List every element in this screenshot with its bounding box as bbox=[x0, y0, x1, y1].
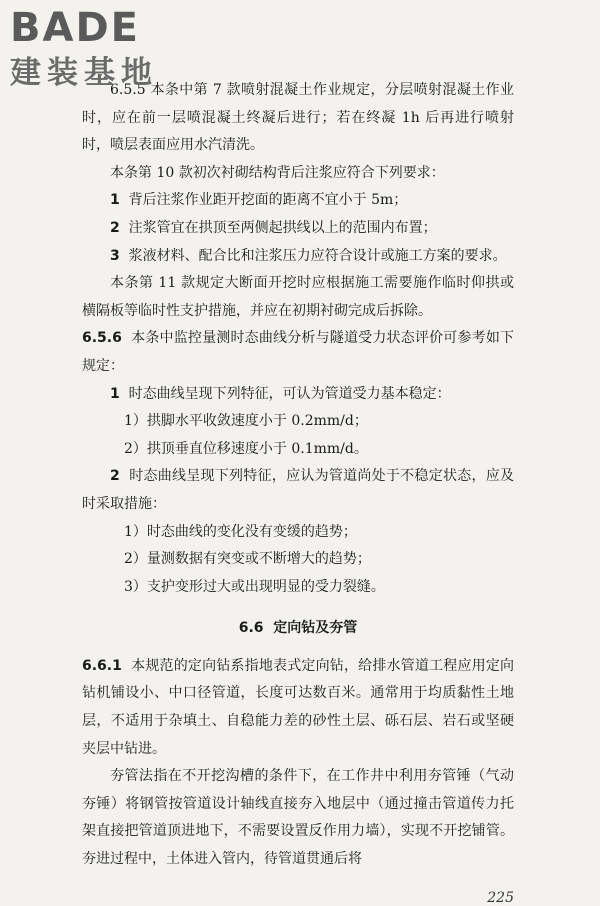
clause-number: 6.6.1 bbox=[82, 657, 122, 674]
item-text: 背后注浆作业距开挖面的距离不宜小于 5m； bbox=[128, 192, 408, 209]
logo-text-cn: 建装基地 bbox=[10, 55, 158, 91]
list-item bbox=[82, 215, 514, 243]
sub-item: 3）支护变形过大或出现明显的受力裂缝。 bbox=[124, 578, 385, 595]
sub-item: 2）拱顶垂直位移速度小于 0.1mm/d。 bbox=[124, 440, 368, 457]
paragraph: 本条第 10 款初次衬砌结构背后注浆应符合下列要求： bbox=[110, 164, 445, 181]
watermark-logo bbox=[10, 6, 158, 92]
item-text: 浆液材料、配合比和注浆压力应符合设计或施工方案的要求。 bbox=[128, 247, 507, 264]
list-item bbox=[82, 243, 514, 271]
item-number: 3 bbox=[110, 247, 120, 264]
paragraph: 本条第 11 款规定大断面开挖时应根据施工需要施作临时仰拱或横隔板等临时性支护措施，并应在初期衬砌完成后拆除。 bbox=[82, 275, 514, 319]
clause-number: 6.5.6 bbox=[82, 330, 122, 347]
item-number: 1 bbox=[110, 192, 120, 209]
paragraph: 夯管法指在不开挖沟槽的条件下，在工作井中利用夯管锤（气动夯锤）将钢管按管道设计轴线直接夯入地层中（通过撞击管道传力托架直接把管道顶进地下，不需要设置反作用力墙），实现不开挖铺管。夯进过程中，土体进入管内，待管道贯通后将 bbox=[82, 768, 514, 868]
section-title: 定向钻及夯管 bbox=[273, 620, 358, 637]
logo-text-en: BADE bbox=[10, 5, 140, 51]
clause-paragraph bbox=[82, 653, 514, 763]
sub-item: 1）时态曲线的变化没有变缓的趋势； bbox=[124, 523, 357, 540]
clause-text: 本规范的定向钻系指地表式定向钻，给排水管道工程应用定向钻机铺设小、中口径管道，长度可达数百米。通常用于均质黏性土地层，不适用于杂填土、自稳能力差的砂性土层、砾石层、岩石或坚硬夹层中钻进。 bbox=[82, 657, 515, 757]
clause-text: 本条中监控量测时态曲线分析与隧道受力状态评价可参考如下规定： bbox=[82, 330, 515, 374]
list-item bbox=[82, 463, 514, 518]
clause-paragraph bbox=[82, 325, 514, 380]
sub-item: 1）拱脚水平收敛速度小于 0.2mm/d； bbox=[124, 413, 368, 430]
item-number: 1 bbox=[110, 385, 120, 402]
sub-item: 2）量测数据有突变或不断增大的趋势； bbox=[124, 551, 371, 568]
item-number: 2 bbox=[110, 219, 120, 236]
section-heading bbox=[82, 615, 514, 643]
page-number: 225 bbox=[487, 889, 514, 906]
list-item bbox=[82, 381, 514, 409]
item-number: 2 bbox=[110, 468, 120, 485]
document-page bbox=[82, 77, 515, 906]
section-number: 6.6 bbox=[238, 620, 264, 637]
item-text: 时态曲线呈现下列特征，可认为管道受力基本稳定： bbox=[128, 385, 451, 402]
item-text: 时态曲线呈现下列特征，应认为管道尚处于不稳定状态，应及时采取措施： bbox=[82, 468, 515, 512]
list-item bbox=[82, 187, 514, 215]
paragraph: 6.5.5 本条中第 7 款喷射混凝土作业规定，分层喷射混凝土作业时，应在前一层喷混凝土终凝后进行；若在终凝 1h 后再进行喷射时，喷层表面应用水汽清洗。 bbox=[82, 82, 514, 154]
item-text: 注浆管宜在拱顶至两侧起拱线以上的范围内布置； bbox=[128, 219, 437, 236]
